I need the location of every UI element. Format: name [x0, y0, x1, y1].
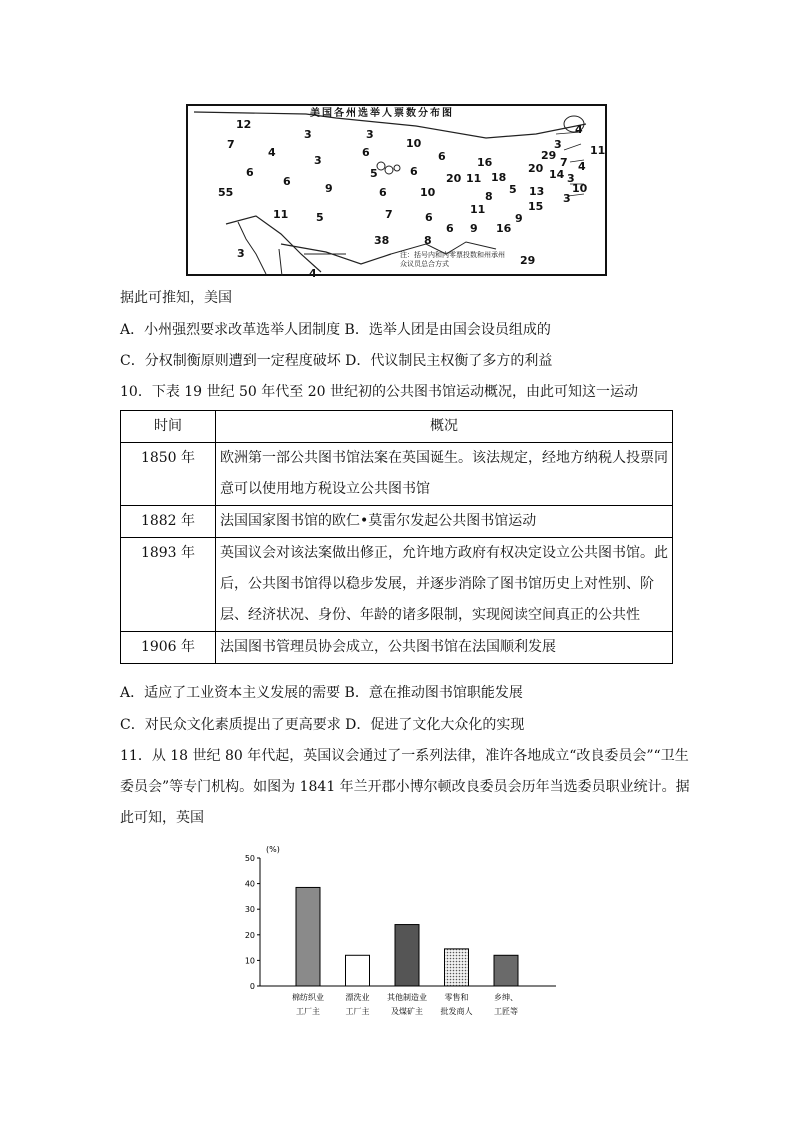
- row-year: 1850 年: [121, 443, 216, 506]
- x-category-label: 其他制造业: [387, 993, 427, 1002]
- map-state-votes: 16: [477, 156, 493, 169]
- map-state-votes: 7: [560, 156, 568, 169]
- table-row: [121, 506, 673, 538]
- map-state-votes: 9: [470, 222, 478, 235]
- map-state-votes: 3: [237, 247, 245, 260]
- map-state-votes: 3: [304, 128, 312, 141]
- map-state-votes: 7: [227, 138, 235, 151]
- map-state-votes: 20: [528, 162, 544, 175]
- bar: [494, 955, 518, 986]
- q9-stem: 据此可推知，美国: [120, 290, 232, 306]
- bar-chart-svg: [236, 840, 566, 1020]
- table-header-row: [121, 411, 673, 443]
- map-state-votes: 10: [406, 137, 422, 150]
- map-state-votes: 3: [366, 128, 374, 141]
- map-state-votes: 7: [385, 208, 393, 221]
- q9-option-ab: A．小州强烈要求改革选举人团制度 B．选举人团是由国会设员组成的: [120, 322, 551, 338]
- x-category-label: 工匠等: [494, 1007, 518, 1016]
- map-state-votes: 9: [515, 212, 523, 225]
- q10-option-cd: C．对民众文化素质提出了更高要求 D．促进了文化大众化的实现: [120, 717, 525, 733]
- overview-line: 层、经济状况、身份、年龄的诸多限制，实现阅读空间真正的公共性: [220, 607, 640, 623]
- map-state-votes: 8: [424, 234, 432, 247]
- map-title: 美国各州选举人票数分布图: [310, 108, 454, 119]
- x-category-label: 棉纺织业: [292, 993, 324, 1002]
- map-state-votes: 6: [246, 166, 254, 179]
- map-state-votes: 6: [425, 211, 433, 224]
- y-tick-label: 10: [244, 956, 255, 966]
- header-time: 时间: [121, 411, 216, 443]
- map-state-votes: 4: [309, 267, 317, 280]
- map-state-votes: 11: [273, 208, 289, 221]
- map-state-votes: 29: [541, 149, 557, 162]
- q11-stem-line-1: 11．从 18 世纪 80 年代起，英国议会通过了一系列法律，准许各地成立“改良委员会”“卫生: [120, 748, 689, 764]
- bar: [346, 955, 370, 986]
- overview-line: 欧洲第一部公共图书馆法案在英国诞生。该法规定，经地方纳税人投票同: [220, 450, 668, 466]
- map-note: 注：括号内和内零票投数和州承州众议员总合方式: [400, 251, 505, 268]
- x-category-label: 零售和: [444, 993, 469, 1002]
- q9-option-cd: C．分权制衡原则遭到一定程度破坏 D．代议制民主权衡了多方的利益: [120, 353, 553, 369]
- x-category-label: 工厂主: [345, 1007, 370, 1016]
- map-state-votes: 6: [379, 186, 387, 199]
- map-state-votes: 11: [470, 203, 486, 216]
- map-state-votes: 9: [325, 182, 333, 195]
- x-category-label: 漂洗业: [345, 993, 370, 1002]
- map-state-votes: 13: [529, 185, 545, 198]
- table-row: [121, 538, 673, 632]
- y-tick-label: 30: [244, 905, 255, 915]
- bar: [445, 949, 469, 986]
- map-state-votes: 3: [563, 192, 571, 205]
- map-state-votes: 8: [485, 190, 493, 203]
- y-tick-label: 40: [244, 879, 255, 889]
- x-category-label: 批发商人: [440, 1007, 473, 1016]
- map-state-votes: 10: [572, 182, 588, 195]
- row-overview: [216, 538, 673, 632]
- header-overview: 概况: [216, 411, 673, 443]
- map-state-votes: 4: [578, 160, 586, 173]
- row-overview: [216, 506, 673, 538]
- q11-stem-line-2: 委员会”等专门机构。如图为 1841 年兰开郡小博尔顿改良委员会历年当选委员职业统计。据: [120, 779, 690, 795]
- bar: [395, 925, 419, 986]
- map-state-votes: 20: [446, 172, 462, 185]
- overview-line: 意可以使用地方税设立公共图书馆: [220, 481, 430, 497]
- map-state-votes: 10: [420, 186, 436, 199]
- committee-occupation-bar-chart: [236, 840, 566, 1020]
- overview-line: 英国议会对该法案做出修正，允许地方政府有权决定设立公共图书馆。此: [220, 545, 668, 561]
- map-state-votes: 4: [268, 146, 276, 159]
- row-overview: [216, 443, 673, 506]
- table-row: [121, 443, 673, 506]
- q11-stem-line-3: 此可知，英国: [120, 810, 204, 826]
- map-state-votes: 11: [466, 172, 482, 185]
- map-state-votes: 6: [438, 150, 446, 163]
- library-movement-table: [120, 410, 673, 664]
- overview-line: 后，公共图书馆得以稳步发展，并逐步消除了图书馆历史上对性别、阶: [220, 576, 654, 592]
- map-state-votes: 5: [370, 167, 378, 180]
- row-year: 1906 年: [121, 632, 216, 664]
- x-category-label: 工厂主: [296, 1007, 320, 1016]
- overview-line: 法国图书管理员协会成立，公共图书馆在法国顺利发展: [220, 639, 556, 655]
- map-state-votes: 3: [314, 154, 322, 167]
- map-state-votes: 3: [567, 172, 575, 185]
- y-tick-label: 20: [244, 930, 255, 940]
- map-state-votes: 3: [554, 138, 562, 151]
- map-state-votes: 6: [446, 222, 454, 235]
- map-state-votes: 6: [362, 146, 370, 159]
- row-year: 1882 年: [121, 506, 216, 538]
- row-overview: [216, 632, 673, 664]
- table-row: [121, 632, 673, 664]
- overview-line: 法国国家图书馆的欧仁•莫雷尔发起公共图书馆运动: [220, 513, 537, 529]
- bar: [296, 887, 320, 986]
- q10-option-ab: A．适应了工业资本主义发展的需要 B．意在推动图书馆职能发展: [120, 685, 523, 701]
- map-state-votes: 12: [236, 118, 252, 131]
- map-state-votes: 38: [374, 234, 390, 247]
- map-state-votes: 6: [283, 175, 291, 188]
- x-category-label: 乡绅、: [494, 993, 518, 1002]
- map-state-votes: 11: [590, 144, 606, 157]
- map-state-votes: 55: [218, 186, 234, 199]
- y-axis-unit: (%): [266, 845, 280, 854]
- map-state-votes: 6: [410, 165, 418, 178]
- map-state-votes: 29: [520, 254, 536, 267]
- map-state-votes: 18: [491, 171, 507, 184]
- map-state-votes: 5: [316, 211, 324, 224]
- map-state-votes: 14: [549, 168, 565, 181]
- y-tick-label: 50: [244, 854, 255, 863]
- q10-stem: 10．下表 19 世纪 50 年代至 20 世纪初的公共图书馆运动概况，由此可知这一运动: [120, 384, 638, 400]
- map-state-votes: 15: [528, 200, 544, 213]
- map-state-votes: 5: [509, 183, 517, 196]
- y-tick-label: 0: [249, 982, 255, 991]
- map-state-votes: 16: [496, 222, 512, 235]
- row-year: 1893 年: [121, 538, 216, 632]
- map-state-votes: 4: [575, 123, 583, 136]
- x-category-label: 及煤矿主: [391, 1007, 423, 1016]
